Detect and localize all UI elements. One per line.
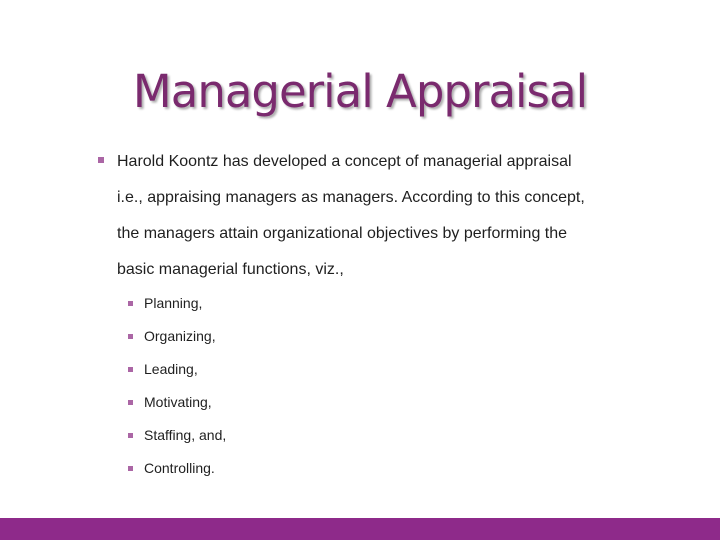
paragraph-line: i.e., appraising managers as managers. According to this concept, [117,189,585,206]
square-bullet-icon [128,400,133,405]
function-item-motivating [144,386,226,419]
function-label: Organizing, [144,328,216,344]
main-paragraph [117,144,657,288]
square-bullet-icon [128,466,133,471]
function-label: Leading, [144,361,198,377]
paragraph-line: basic managerial functions, viz., [117,261,344,278]
square-bullet-icon [128,334,133,339]
paragraph-bullet-item [117,144,657,288]
function-label: Motivating, [144,394,212,410]
function-item-controlling [144,452,226,485]
square-bullet-icon [128,301,133,306]
function-item-leading [144,353,226,386]
function-item-staffing [144,419,226,452]
function-item-planning [144,287,226,320]
slide-title: Managerial Appraisal [132,65,588,118]
function-item-organizing [144,320,226,353]
functions-list [144,287,226,485]
function-label: Planning, [144,295,203,311]
paragraph-line: the managers attain organizational objectives by performing the [117,225,568,242]
footer-bar [0,518,720,540]
function-label: Staffing, and, [144,427,227,443]
square-bullet-icon [98,157,104,163]
square-bullet-icon [128,433,133,438]
paragraph-line: Harold Koontz has developed a concept of managerial appraisal [117,153,572,170]
square-bullet-icon [128,367,133,372]
function-label: Controlling. [144,460,215,476]
